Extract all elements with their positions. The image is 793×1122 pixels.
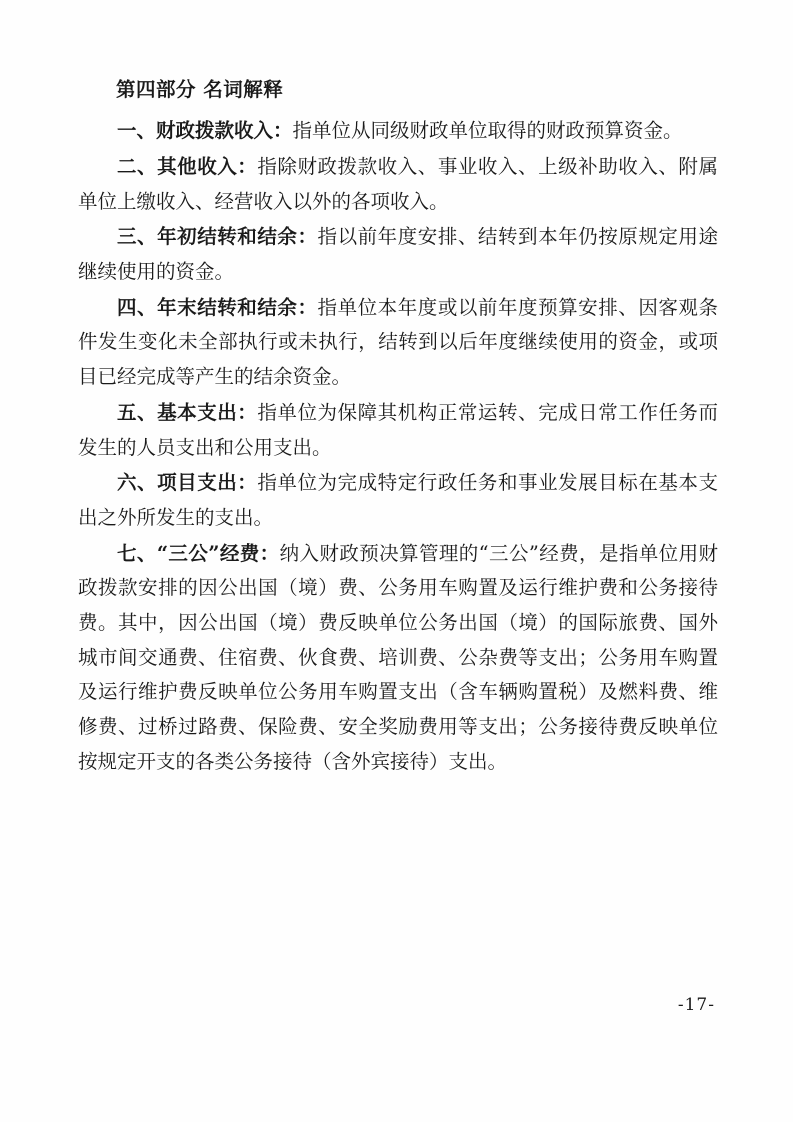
paragraph-3-lead: 三、年初结转和结余： xyxy=(117,225,318,249)
paragraph-4-body: 指单位本年度或以前年度预算安排、因客观条件发生变化未全部执行或未执行，结转到以后年度继续使用的资金，或项目已经完成等产生的结余资金。 xyxy=(78,295,718,389)
paragraph-6-body: 指单位为完成特定行政任务和事业发展目标在基本支出之外所发生的支出。 xyxy=(78,471,718,529)
paragraph-5-body: 指单位为保障其机构正常运转、完成日常工作任务而发生的人员支出和公用支出。 xyxy=(78,400,718,459)
paragraph-2-body: 指除财政拨款收入、事业收入、上级补助收入、附属单位上缴收入、经营收入以外的各项收入。 xyxy=(78,154,718,213)
paragraph-4 xyxy=(78,291,718,395)
paragraph-5 xyxy=(78,396,718,465)
paragraph-4-lead: 四、年末结转和结余： xyxy=(117,295,318,319)
paragraph-1-body: 指单位从同级财政单位取得的财政预算资金。 xyxy=(292,119,683,143)
paragraph-1 xyxy=(78,114,718,149)
paragraph-7-lead: 七、“三公”经费： xyxy=(117,541,280,565)
paragraph-7 xyxy=(78,537,718,780)
paragraph-6 xyxy=(78,466,718,535)
document-body xyxy=(78,74,718,781)
page-title: 第四部分 名词解释 xyxy=(116,78,284,101)
paragraph-7-body: 纳入财政预决算管理的“三公”经费，是指单位用财政拨款安排的因公出国（境）费、公务用车购置及运行维护费和公务接待费。其中，因公出国（境）费反映单位公务出国（境）的国际旅费、国外城市间交通费、住宿费、伙食费、培训费、公杂费等支出；公务用车购置及运行维护费反映单位公务用车购置支出（含车辆购置税）及燃料费、维修费、过桥过路费、保险费、安全奖励费用等支出；公务接待费反映单位按规定开支的各类公务接待（含外宾接待）支出。 xyxy=(78,541,718,773)
paragraph-6-lead: 六、项目支出： xyxy=(117,471,258,495)
paragraph-3-body: 指以前年度安排、结转到本年仍按原规定用途继续使用的资金。 xyxy=(78,225,718,283)
paragraph-3 xyxy=(78,220,718,289)
paragraph-2-lead: 二、其他收入： xyxy=(117,154,258,178)
paragraph-1-lead: 一、财政拨款收入： xyxy=(117,119,293,143)
paragraph-2 xyxy=(78,150,718,219)
page-number: -17- xyxy=(677,995,715,1015)
paragraph-5-lead: 五、基本支出： xyxy=(117,400,258,424)
